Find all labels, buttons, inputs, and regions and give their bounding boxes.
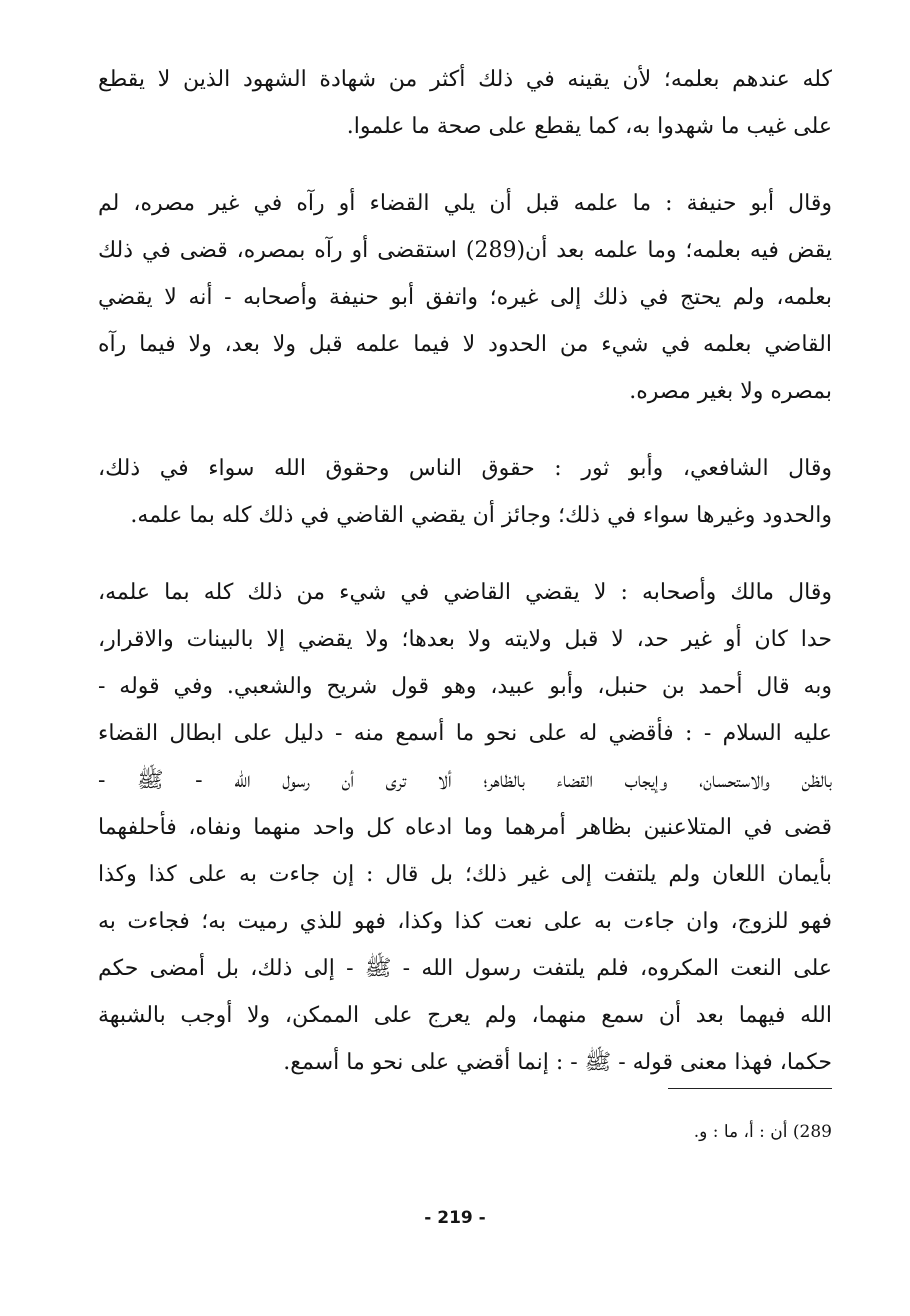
text-line: حكما، فهذا معنى قوله - ﷺ - : إنما أقضي على نحو ما أسمع.	[283, 1050, 832, 1075]
paragraph-gap	[98, 539, 832, 569]
paragraph-4	[98, 569, 832, 1086]
text-line: بمصره ولا بغير مصره.	[629, 379, 832, 404]
paragraph-3	[98, 445, 832, 539]
text-line: بعلمه، ولم يحتج في ذلك إلى غيره؛ واتفق أبو حنيفة وأصحابه - أنه لا يقضي	[98, 285, 832, 310]
text-line: الله فيهما بعد أن سمع منهما، ولم يعرج على الممكن، ولا أوجب بالشبهة	[98, 1003, 832, 1028]
text-line: كله عندهم بعلمه؛ لأن يقينه في ذلك أكثر من شهادة الشهود الذين لا يقطع	[98, 67, 832, 92]
paragraph-1	[98, 56, 832, 150]
text-line: حدا كان أو غير حد، لا قبل ولايته ولا بعدها؛ ولا يقضي إلا بالبينات والاقرار،	[98, 627, 832, 652]
page-number: - 219 -	[424, 1208, 486, 1228]
footnote-divider	[668, 1088, 832, 1089]
text-line: وقال الشافعي، وأبو ثور : حقوق الناس وحقوق الله سواء في ذلك،	[98, 456, 832, 481]
text-line: عليه السلام - : فأقضي له على نحو ما أسمع منه - دليل على ابطال القضاء	[98, 721, 832, 746]
text-line: بالظن والاستحسان، وإيجاب القضاء بالظاهر؛ ألا ترى أن رسول الله - ﷺ -	[98, 768, 832, 793]
text-line: على غيب ما شهدوا به، كما يقطع على صحة ما علموا.	[346, 114, 832, 139]
text-line: فهو للزوج، وان جاءت به على نعت كذا وكذا، فهو للذي رميت به؛ فجاءت به	[98, 909, 832, 934]
text-line: يقض فيه بعلمه؛ وما علمه بعد أن(289) استقضى أو رآه بمصره، قضى في ذلك	[98, 238, 832, 263]
text-line: وقال مالك وأصحابه : لا يقضي القاضي في شيء من ذلك كله بما علمه،	[98, 580, 832, 605]
text-line: وبه قال أحمد بن حنبل، وأبو عبيد، وهو قول شريح والشعبي. وفي قوله -	[98, 674, 832, 699]
text-line: القاضي بعلمه في شيء من الحدود لا فيما علمه قبل ولا بعد، ولا فيما رآه	[98, 332, 832, 357]
text-line: بأيمان اللعان ولم يلتفت إلى غير ذلك؛ بل قال : إن جاءت به على كذا وكذا	[98, 862, 832, 887]
text-line: وقال أبو حنيفة : ما علمه قبل أن يلي القضاء أو رآه في غير مصره، لم	[98, 191, 832, 216]
paragraph-gap	[98, 150, 832, 180]
text-line: على النعت المكروه، فلم يلتفت رسول الله - ﷺ - إلى ذلك، بل أمضى حكم	[98, 956, 832, 981]
paragraph-gap	[98, 415, 832, 445]
text-line: قضى في المتلاعنين بظاهر أمرهما وما ادعاه كل واحد منهما ونفاه، فأحلفهما	[98, 815, 832, 840]
main-text	[98, 56, 832, 1086]
footnote: 289) أن : أ، ما : و.	[693, 1122, 832, 1142]
paragraph-2	[98, 180, 832, 415]
text-line: والحدود وغيرها سواء في ذلك؛ وجائز أن يقضي القاضي في ذلك كله بما علمه.	[130, 503, 832, 528]
